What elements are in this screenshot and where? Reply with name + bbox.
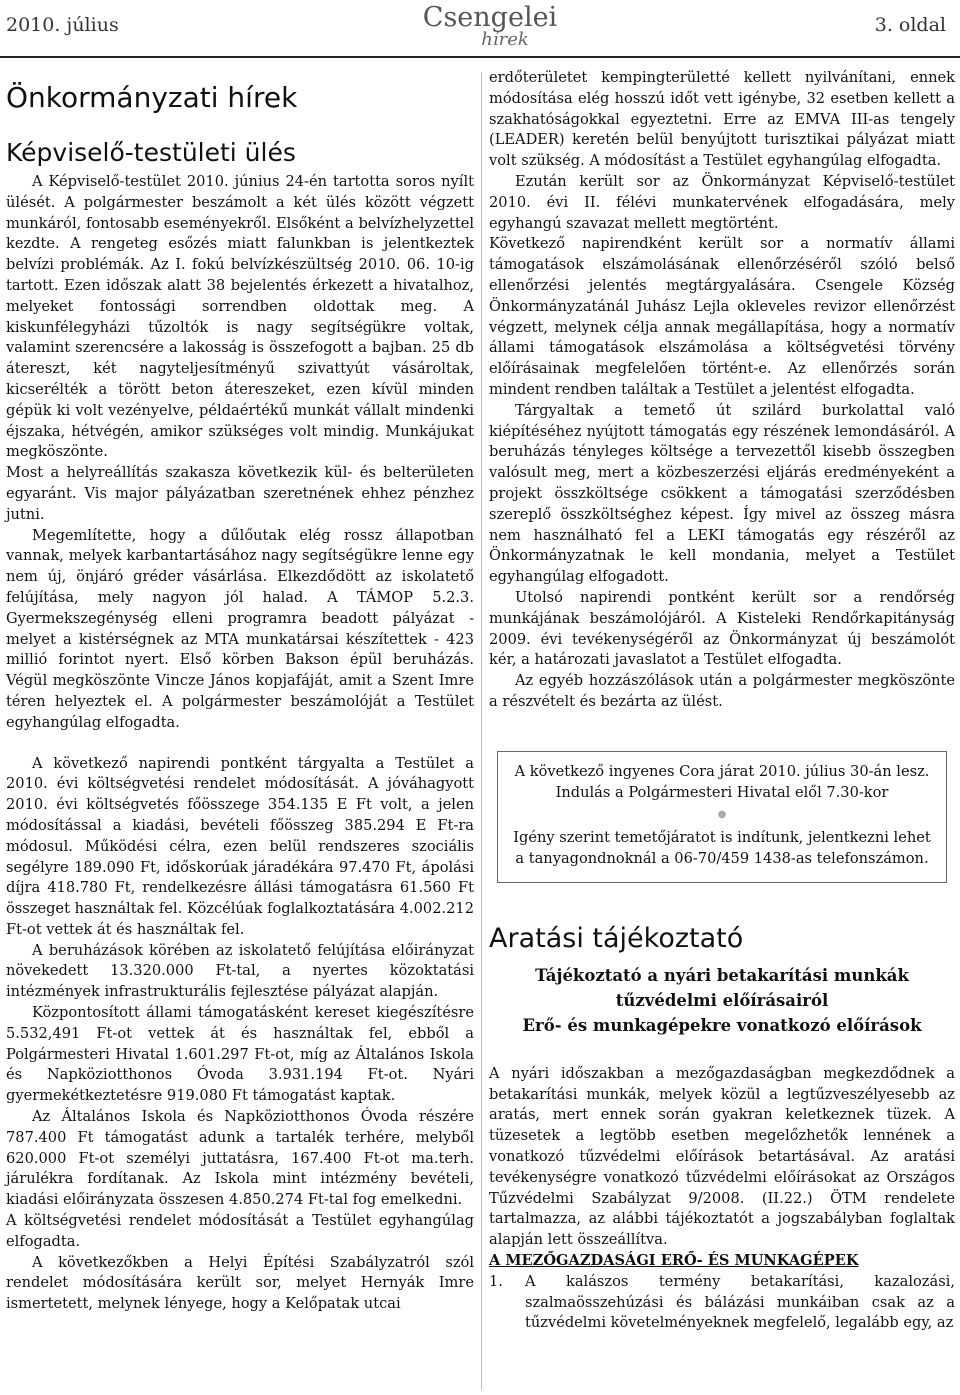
logo-main-text: Csengelei [422, 2, 558, 33]
article-paragraph: Az egyéb hozzászólások után a polgármester megköszönte a részvételt és bezárta az ülést. [489, 672, 955, 710]
section-title: Önkormányzati hírek [6, 81, 298, 114]
article-paragraph: A következő napirendi pontként tárgyalta a Testület a 2010. évi költségvetési rendelet módosítását. A jóváhagyott 2010. évi költségvetés főösszege 354.135 E Ft volt, a jelen módosítással a kiadási, bevételi főösszeg 385.294 E Ft-ra módosul. Működési célra, ezen belül rendszeres szociális segélyre 189.090 Ft, időskorúak járadékára 97.470 Ft, ápolási díjra 418.780 Ft, rendelkezésre állási támogatásra 61.560 Ft összeget használtak fel. Közcélúak foglalkoztatására 4.002.212 Ft-ot vettek át és használtak fel. [6, 754, 474, 938]
header-divider [0, 56, 960, 58]
column-divider [481, 72, 482, 1390]
article-paragraph: Ezután került sor az Önkormányzat Képviselő-testület 2010. évi II. félévi munkatervének elfogadására, mely egyhangú szavazat mellett megtörtént. [489, 172, 955, 232]
aratas-subtitle: tűzvédelmi előírásairól [615, 990, 829, 1010]
paragraph-gap [6, 734, 474, 754]
aratas-subtitle: Erő- és munkagépekre vonatkozó előírások [522, 1015, 922, 1035]
article-paragraph: Utolsó napirendi pontként került sor a rendőrség munkájának beszámolójáról. A Kisteleki Rendőrkapitányság 2009. évi tevékenységéről az Önkormányzat új beszámolót kér, a határozati javaslatot a Testület elfogadta. [489, 588, 955, 669]
notice-line: A következő ingyenes Cora járat 2010. július 30-án lesz. Indulás a Polgármesteri Hivatal elől 7.30-kor [514, 762, 930, 801]
left-column [6, 68, 474, 1315]
article-paragraph: erdőterületet kempingterületté kellett nyilvánítani, ennek módosítása elég hosszú időt vett igénybe, 32 esetben kellett a szakhatóságokkal egyeztetni. Erre az EMVA III-as tengely (LEADER) keretén belül benyújtott turisztikai pályázat miatt volt szükség. A módosítást a Testület egyhangúlag elfogadta. [489, 69, 955, 170]
newspaper-logo [400, 4, 580, 48]
article-paragraph: Központosított állami támogatásként kereset kiegészítésre 5.532,491 Ft-ot vettek át és használtak fel, ebből a Polgármesteri Hivatal 1.601.297 Ft-ot, míg az Általános Iskola és Napköziotthonos Óvoda 3.931.194 Ft-ot. Nyári gyermekétkeztetésre 919.080 Ft támogatást kaptak. [6, 1004, 474, 1105]
page-header [0, 0, 960, 58]
machines-heading: A MEZŐGAZDASÁGI ERŐ- ÉS MUNKAGÉPEK [489, 1252, 859, 1270]
rules-list [489, 1272, 955, 1334]
aratas-subtitle: Tájékoztató a nyári betakarítási munkák [535, 965, 909, 985]
article-paragraph: A Képviselő-testület 2010. június 24-én tartotta soros nyílt ülését. A polgármester beszámolt a két ülés között végzett munkáról, fontosabb eseményekről. Elsőként a belvízhelyzettel kezdte. A rengeteg esőzés miatt falunkban is jelentkeztek belvízi problémák. Az I. fokú belvízkészültség 2010. 06. 10-ig tartott. Ezen időszak alatt 38 bejelentés érkezett a hivatalhoz, melyeket fontossági sorrendben oldottak meg. A kiskunfélegyházi tűzoltók is nagy segítségükre voltak, valamint szerencsére a lakosság is összefogott a bajban. 25 db átereszt, két nagyteljesítményű szivattyút vásároltak, kicserélték a törött beton átereszeket, ezen kívül minden gépük ki volt vezényelve, példaértékű munkát vállalt mindenki éjszaka, hétvégén, amikor szükséges volt mindig. Munkájukat megköszönte. [6, 173, 474, 461]
aratas-title: Aratási tájékoztató [489, 922, 744, 954]
article-paragraph: Az Általános Iskola és Napköziotthonos Óvoda részére 787.400 Ft támogatást adunk a tartalék terhére, melyből 620.000 Ft-ot személyi juttatásra, 167.400 Ft-ot ma.terh. járulékra fordítanak. Az Iskola mint intézmény bevételi, kiadási előirányzata összesen 4.850.274 Ft-tal fog emelkedni. [6, 1108, 474, 1209]
notice-box [497, 751, 947, 883]
article-paragraph: Tárgyaltak a temető út szilárd burkolattal való kiépítéséhez nyújtott támogatás egy részének lemondásáról. A beruházás tényleges költsége a tervezettől kisebb összegben valósult meg, mert a közbeszerzési eljárás eredményeként a projekt összköltsége csökkent a támogatási szerződésben szereplő összköltséghez képest. Így mivel az összeg másra nem használható fel a LEKI támogatás egy részéről az Önkormányzatnak le kell mondania, melyet a Testület egyhangúlag elfogadott. [489, 401, 955, 586]
page-number: 3. oldal [874, 14, 946, 36]
article-paragraph: Most a helyreállítás szakasza következik kül- és belterületen egyaránt. Vis major pályázatban szeretnének ehhez pénzhez jutni. [6, 464, 474, 523]
article-title: Képviselő-testületi ülés [6, 138, 296, 167]
article-paragraph: Megemlítette, hogy a dűlőutak elég rossz állapotban vannak, melyek karbantartásához nagy segítségükre lenne egy nem új, önjáró gréder vásárlása. Elkezdődött az iskolatető felújítása, mely nagyon jól halad. A TÁMOP 5.2.3. Gyermekszegénység elleni programra beadott pályázat - melyet a kistérségnek az MTA munkatársai készítettek - 423 millió forintot nyert. Első körben Bakson épül beruházás. Végül megköszönte Vincze János kopjafáját, amit a Szent Imre téren helyeztek el. A polgármester beszámolóját a Testület egyhangúlag elfogadta. [6, 526, 474, 731]
aratas-subheadings [489, 963, 955, 1038]
article-paragraph: A költségvetési rendelet módosítását a Testület egyhangúlag elfogadta. [6, 1212, 474, 1250]
article-paragraph: A következőkben a Helyi Építési Szabályzatról szól rendelet módosítására került sor, melyet Hernyák Imre ismertetett, melynek lényege, hogy a Kelőpatak utcai [6, 1253, 474, 1313]
issue-date: 2010. július [6, 14, 119, 36]
list-item [489, 1272, 955, 1334]
list-item-number: 1. [489, 1272, 503, 1290]
logo-sub-text: hírek [481, 29, 529, 50]
article-paragraph: A beruházások körében az iskolatető felújítása előirányzat növekedett 13.320.000 Ft-tal, a nyertes közoktatási intézmények infrastrukturális fejlesztése pályázat alapján. [6, 941, 474, 1001]
list-item-text: A kalászos termény betakarítási, kazalozási, szalmaösszehúzási és bálázási munkáiban csak az a tűzvédelmi követelményeknek megfelelő, legalább egy, az [525, 1272, 955, 1332]
article-paragraph: Következő napirendként került sor a normatív állami támogatások elszámolásának ellenőrzéséről szóló belső ellenőrzési jelentés megtárgyalására. Csengele Község Önkormányzatánál Juhász Lejla okleveles revizor ellenőrzést végzett, melynek célja annak megállapítása, hogy a normatív állami támogatások elszámolása a költségvetési törvény előírásainak megfelelően történt-e. Az ellenőrzés során mindent rendben találtak a Testület a jelentést elfogadta. [489, 235, 955, 398]
right-column [489, 68, 955, 1334]
bullet-icon: ● [717, 809, 727, 821]
article-paragraph: A nyári időszakban a mezőgazdaságban megkezdődnek a betakarítási munkák, melyek közül a legtűzveszélyesebb az aratás, mert ennek során gyakran keletkeznek tüzek. A tüzesetek a legtöbb esetben megelőzhetők lennének a vonatkozó tűzvédelmi előírások betartásával. Az aratási tevékenységre vonatkozó tűzvédelmi előírásokat az Országos Tűzvédelmi Szabályzat 9/2008. (II.22.) ÖTM rendelete tartalmazza, az alábbi tájékoztatót a jogszabályban foglaltak alapján lett összeállítva. [489, 1064, 955, 1249]
notice-line: Igény szerint temetőjáratot is indítunk, jelentkezni lehet a tanyagondnoknál a 06-70/459 1438-as telefonszámon. [513, 829, 931, 868]
